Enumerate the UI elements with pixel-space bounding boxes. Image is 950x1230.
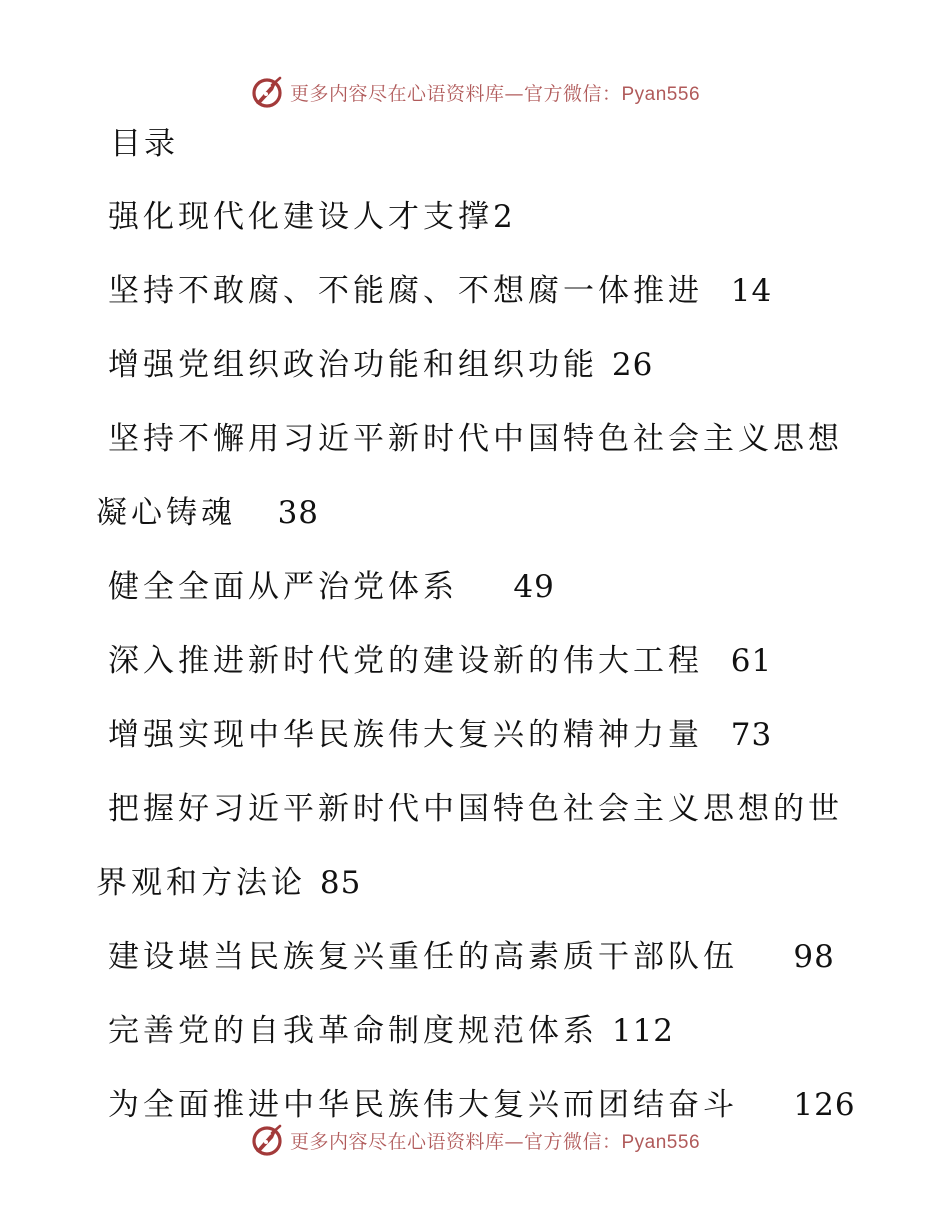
toc-entry [0, 934, 950, 1008]
toc-entry-line [0, 268, 950, 342]
toc-entry-line [0, 712, 950, 786]
pen-nib-logo-icon [250, 75, 284, 109]
toc-entry-separator [598, 1013, 612, 1049]
toc-entry-separator [236, 495, 278, 531]
toc-entry-page-number: 49 [513, 569, 555, 605]
toc-entry [0, 342, 950, 416]
toc-entry-title: 把握好习近平新时代中国特色社会主义思想的世 [108, 791, 843, 827]
toc-entry-page-number: 2 [493, 199, 514, 235]
watermark-account: Pyan556 [621, 1131, 701, 1153]
toc-entry-page-number: 26 [611, 347, 654, 383]
toc-entry-separator [703, 273, 731, 309]
toc-entry-line [0, 1008, 950, 1082]
watermark-banner-bottom [0, 1120, 950, 1160]
watermark-text: 更多内容尽在心语资料库—官方微信：Pyan556 [289, 82, 701, 105]
toc-entry [0, 638, 950, 712]
toc-entry-title: 界观和方法论 [96, 865, 306, 901]
toc-entry [0, 416, 950, 564]
toc-title: 目录 [110, 126, 178, 162]
watermark-account: Pyan556 [621, 83, 701, 105]
toc-entry [0, 712, 950, 786]
toc-entry-page-number: 98 [793, 939, 835, 975]
toc-list [0, 194, 950, 1156]
toc-entry-title: 坚持不敢腐、不能腐、不想腐一体推进 [108, 273, 703, 309]
toc-entry-title: 增强党组织政治功能和组织功能 [108, 347, 598, 383]
toc-entry-line [0, 490, 950, 564]
toc-entry-page-number: 112 [611, 1013, 675, 1049]
toc-entry-separator [703, 717, 731, 753]
toc-entry [0, 564, 950, 638]
toc-entry [0, 786, 950, 934]
toc-entry-page-number: 73 [730, 717, 773, 753]
toc-entry-page-number: 126 [793, 1087, 856, 1123]
toc-entry-line [0, 860, 950, 934]
toc-entry [0, 268, 950, 342]
toc-entry-page-number: 85 [319, 865, 362, 901]
toc-entry-separator [458, 569, 513, 605]
watermark-text: 更多内容尽在心语资料库—官方微信：Pyan556 [289, 1130, 701, 1153]
toc-entry-title: 深入推进新时代党的建设新的伟大工程 [108, 643, 703, 679]
toc-entry-title: 坚持不懈用习近平新时代中国特色社会主义思想 [108, 421, 843, 457]
toc-entry-line [0, 934, 950, 1008]
toc-entry-separator [306, 865, 320, 901]
toc-entry-separator [738, 939, 793, 975]
toc-entry-separator [598, 347, 612, 383]
toc-entry-page-number: 38 [277, 495, 320, 531]
toc-entry-line [0, 638, 950, 712]
pen-nib-logo-icon [250, 1123, 284, 1157]
toc-entry-line [0, 342, 950, 416]
toc-entry-title: 凝心铸魂 [96, 495, 236, 531]
toc-entry [0, 1008, 950, 1082]
toc-entry-title: 健全全面从严治党体系 [108, 569, 458, 605]
toc-entry-line [0, 564, 950, 638]
toc-entry-page-number: 14 [730, 273, 773, 309]
toc-entry-title: 增强实现中华民族伟大复兴的精神力量 [108, 717, 703, 753]
toc-entry-title: 完善党的自我革命制度规范体系 [108, 1013, 598, 1049]
toc-entry-line [0, 194, 950, 268]
toc-entry-separator [738, 1087, 793, 1123]
toc-entry-title: 建设堪当民族复兴重任的高素质干部队伍 [108, 939, 738, 975]
toc-entry-separator [703, 643, 731, 679]
toc-entry-title: 为全面推进中华民族伟大复兴而团结奋斗 [108, 1087, 738, 1123]
toc-entry-line [0, 786, 950, 860]
toc-entry-line [0, 416, 950, 490]
toc-entry-page-number: 61 [730, 643, 773, 679]
toc-entry-title: 强化现代化建设人才支撑 [108, 199, 493, 235]
watermark-banner-top [0, 72, 950, 112]
toc-entry [0, 194, 950, 268]
